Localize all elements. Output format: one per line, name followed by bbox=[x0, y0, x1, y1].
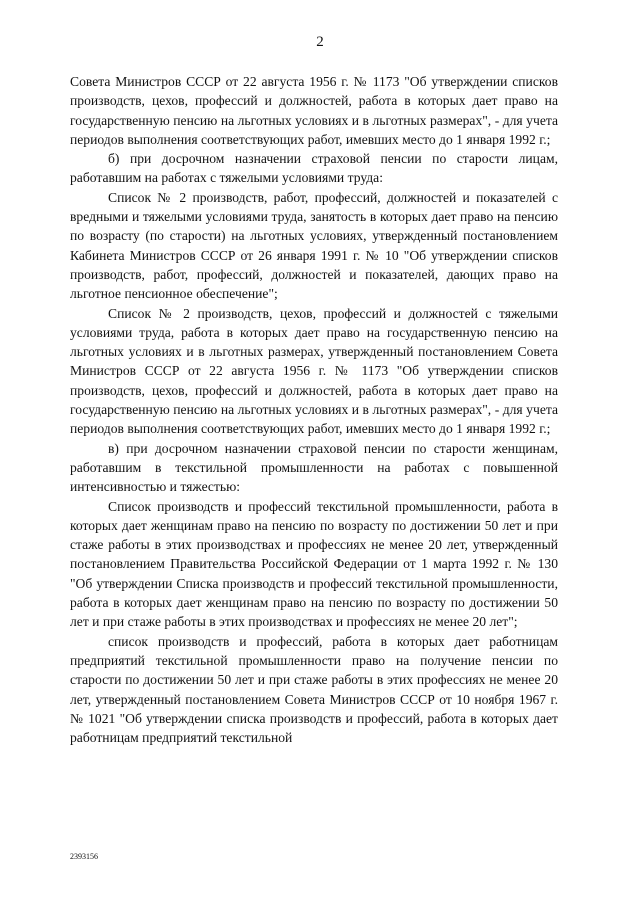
paragraph: Совета Министров СССР от 22 августа 1956 г. № 1173 "Об утверждении списков производств, цехов, профессий и должностей, работа в которых дает право на государственную пенсию на льготных условиях и в льготных размерах", - для учета периодов выполнения соответствующих работ, имевших место до 1 января 1992 г.; bbox=[70, 74, 558, 147]
paragraph: б) при досрочном назначении страховой пенсии по старости лицам, работавшим на работах с тяжелыми условиями труда: bbox=[70, 151, 558, 186]
paragraph: в) при досрочном назначении страховой пенсии по старости женщинам, работавшим в текстильной промышленности на работах с повышенной интенсивностью и тяжестью: bbox=[70, 440, 558, 495]
page-number: 2 bbox=[316, 34, 324, 50]
paragraph: Список № 2 производств, цехов, профессий и должностей с тяжелыми условиями труда, работа в которых дает право на государственную пенсию на льготных условиях и в льготных размерах, утвержденный постановлением Совета Министров СССР от 22 августа 1956 г. № 1173 "Об утверждении списков производств, цехов, профессий и должностей, работа в которых дает право на государственную пенсию на льготных условиях и в льготных размерах", - для учета периодов выполнения соответствующих работ, имевших место до 1 января 1992 г.; bbox=[70, 305, 558, 437]
paragraph: Список № 2 производств, работ, профессий, должностей и показателей с вредными и тяжелыми условиями труда, занятость в которых дает право на пенсию по возрасту (по старости) на льготных условиях, утвержденный постановлением Кабинета Министров СССР от 26 января 1991 г. № 10 "Об утверждении списков производств, работ, профессий, должностей и показателей, дающих право на льготное пенсионное обеспечение"; bbox=[70, 189, 558, 302]
document-body bbox=[70, 72, 558, 747]
paragraph: список производств и профессий, работа в которых дает работницам предприятий текстильной промышленности право на получение пенсии по старости по достижении 50 лет и при стаже работы в этих профессиях не менее 20 лет, утвержденный постановлением Совета Министров СССР от 10 ноября 1967 г. № 1021 "Об утверждении списка производств и профессий, работа в которых дает работницам предприятий текстильной bbox=[70, 633, 558, 746]
paragraph: Список производств и профессий текстильной промышленности, работа в которых дает женщинам право на пенсию по возрасту по достижении 50 лет и при стаже работы в этих производствах и профессиях не менее 20 лет, утвержденный постановлением Правительства Российской Федерации от 1 марта 1992 г. № 130 "Об утверждении Списка производств и профессий текстильной промышленности, работа в которых дает женщинам право на пенсию по возрасту по достижении 50 лет и при стаже работы в этих производствах и профессиях не менее 20 лет"; bbox=[70, 498, 558, 630]
document-code: 2393156 bbox=[70, 852, 98, 861]
